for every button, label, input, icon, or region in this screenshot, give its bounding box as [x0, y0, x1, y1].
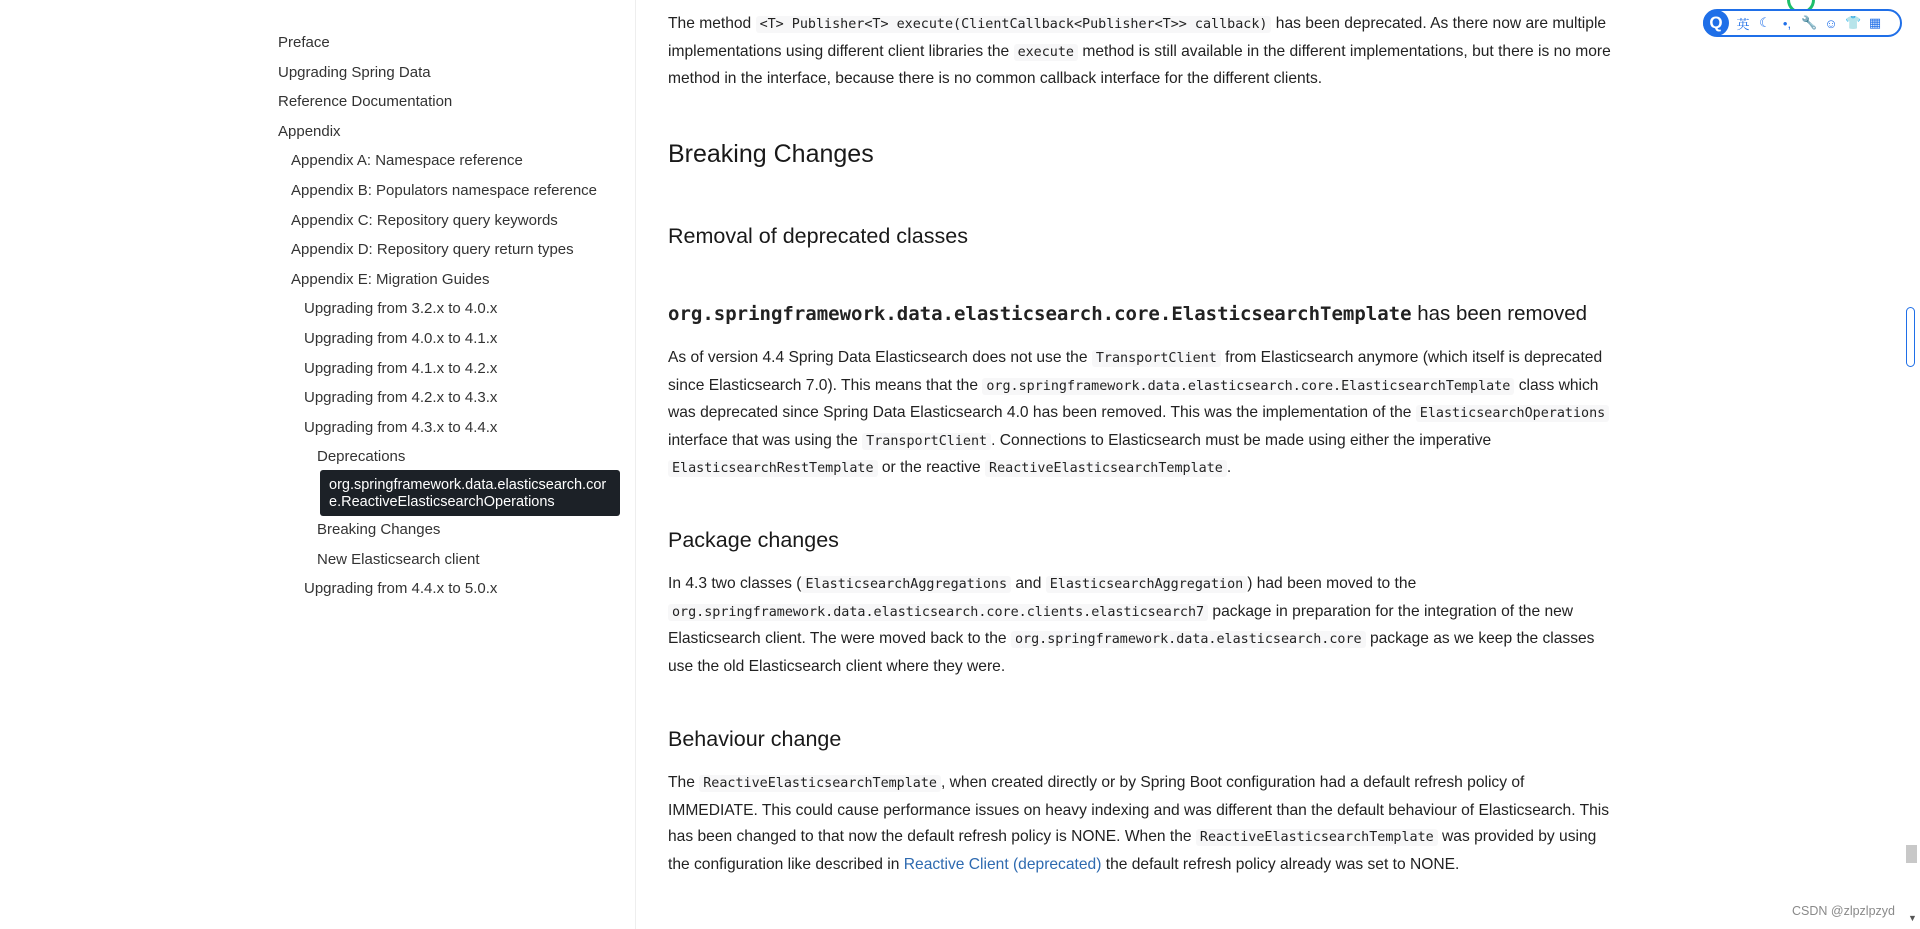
heading-template-removed — [668, 301, 1587, 328]
text: from Elasticsearch anymore (which itself is deprecated since Elasticsearch 7.0). This means that the — [668, 349, 1603, 394]
inline-code: TransportClient — [862, 433, 991, 450]
inline-code: ElasticsearchAggregation — [1046, 576, 1247, 593]
heading-behaviour-change: Behaviour change — [668, 727, 842, 751]
scrollbar-marker — [1906, 845, 1917, 863]
scrollbar-thumb[interactable] — [1906, 307, 1915, 367]
toc-sidebar — [0, 0, 636, 929]
reactive-client-link[interactable]: Reactive Client (deprecated) — [903, 855, 1102, 873]
scroll-down-arrow-icon[interactable]: ▼ — [1908, 913, 1917, 923]
text: interface that was using the — [668, 431, 863, 449]
extension-toolbar — [1703, 9, 1902, 37]
moon-icon[interactable]: ☾ — [1759, 15, 1771, 30]
toc-item[interactable]: Appendix — [278, 122, 341, 140]
toc-item[interactable]: Appendix E: Migration Guides — [291, 270, 490, 288]
text: . — [1226, 459, 1232, 476]
inline-code: org.springframework.data.elasticsearch.core.clients.elasticsearch7 — [668, 604, 1208, 621]
toc-item[interactable]: Breaking Changes — [317, 521, 441, 538]
inline-code: ElasticsearchAggregations — [801, 576, 1011, 593]
intro-paragraph — [668, 11, 1618, 93]
inline-code: <T> Publisher<T> execute(ClientCallback<Publisher<T>> callback) — [756, 16, 1272, 33]
wrench-icon[interactable]: 🔧 — [1801, 15, 1818, 30]
toc-item[interactable]: Upgrading from 4.1.x to 4.2.x — [304, 359, 498, 377]
text: and — [1011, 575, 1046, 592]
text: The — [668, 774, 700, 791]
heading-package-changes: Package changes — [668, 528, 839, 552]
heading-code: org.springframework.data.elasticsearch.core.ElasticsearchTemplate — [668, 303, 1412, 325]
text: was provided by using the configuration like described in — [668, 828, 1597, 873]
toc-item[interactable]: Upgrading from 4.4.x to 5.0.x — [304, 580, 498, 598]
text: The method — [668, 15, 756, 32]
inline-code: org.springframework.data.elasticsearch.core.ElasticsearchTemplate — [982, 378, 1514, 395]
text: In 4.3 two classes ( — [668, 575, 802, 592]
toc-item-active[interactable]: org.springframework.data.elasticsearch.core.ReactiveElasticsearchOperations — [320, 470, 620, 516]
inline-code: ElasticsearchRestTemplate — [668, 460, 878, 477]
page-scrollbar[interactable] — [1905, 0, 1920, 929]
behaviour-paragraph — [668, 770, 1618, 878]
watermark: CSDN @zlpzlpzyd — [1792, 904, 1895, 918]
shirt-icon[interactable]: 👕 — [1845, 15, 1862, 30]
package-paragraph — [668, 571, 1618, 680]
text: package as we keep the classes use the old Elasticsearch client where they were. — [668, 630, 1595, 675]
text: ) had been moved to the — [1247, 575, 1417, 592]
text: package in preparation for the integration of the new Elasticsearch client. The were moved back to the — [668, 602, 1574, 647]
toc-item[interactable]: Appendix B: Populators namespace reference — [291, 182, 598, 199]
heading-text: has been removed — [1411, 302, 1588, 325]
inline-code: ReactiveElasticsearchTemplate — [699, 775, 941, 792]
text: , when created directly or by Spring Boot configuration had a default refresh policy of IMMEDIATE. This could cause performance issues on heavy indexing and was different than the default behaviour of Elasticsearch. This has been changed to that now the default refresh policy is NONE. When the — [668, 774, 1610, 845]
toc-item[interactable]: Upgrading from 4.3.x to 4.4.x — [304, 418, 498, 436]
grid-icon[interactable]: ▦ — [1868, 15, 1882, 30]
inline-code: org.springframework.data.elasticsearch.core — [1011, 631, 1366, 648]
text: or the reactive — [877, 459, 986, 476]
heading-breaking-changes: Breaking Changes — [668, 140, 874, 168]
inline-code: TransportClient — [1092, 350, 1221, 367]
toc-item[interactable]: Upgrading from 3.2.x to 4.0.x — [304, 300, 498, 318]
language-icon[interactable]: 英 — [1736, 16, 1750, 32]
toc-item[interactable]: Upgrading Spring Data — [278, 63, 431, 81]
toc-item[interactable]: Deprecations — [317, 448, 406, 466]
heading-removal-deprecated: Removal of deprecated classes — [668, 224, 968, 248]
toc-item[interactable]: Appendix C: Repository query keywords — [291, 211, 558, 229]
text: . Connections to Elasticsearch must be made using either the imperative — [991, 431, 1492, 449]
toc-item[interactable]: Preface — [278, 34, 330, 51]
toc-item[interactable]: New Elasticsearch client — [317, 550, 480, 568]
text: has been deprecated. As there now are multiple implementations using different client libraries the — [668, 15, 1607, 60]
toc-item[interactable]: Upgrading from 4.0.x to 4.1.x — [304, 330, 498, 347]
inline-code: execute — [1014, 44, 1078, 61]
emoji-icon[interactable]: ☺ — [1824, 15, 1838, 31]
inline-code: ElasticsearchOperations — [1416, 405, 1609, 422]
toc-item[interactable]: Reference Documentation — [278, 93, 453, 111]
text: As of version 4.4 Spring Data Elasticsearch does not use the — [668, 349, 1092, 366]
text: method is still available in the different implementations, but there is no more method in the interface, because there is no common callback interface for the different clients. — [668, 42, 1611, 87]
toolbar-logo-icon[interactable]: Q — [1703, 10, 1729, 36]
toc-item[interactable]: Appendix D: Repository query return types — [291, 241, 574, 259]
text: class which was deprecated since Spring Data Elasticsearch 4.0 has been removed. This was the implementation of the — [668, 376, 1599, 421]
inline-code: ReactiveElasticsearchTemplate — [1196, 829, 1438, 846]
toc-item[interactable]: Appendix A: Namespace reference — [291, 152, 523, 170]
inline-code: ReactiveElasticsearchTemplate — [985, 460, 1227, 477]
toc-item[interactable]: Upgrading from 4.2.x to 4.3.x — [304, 389, 498, 407]
text: the default refresh policy already was set to NONE. — [1101, 855, 1460, 873]
punctuation-icon[interactable]: •, — [1782, 15, 1792, 31]
removed-paragraph — [668, 345, 1618, 483]
